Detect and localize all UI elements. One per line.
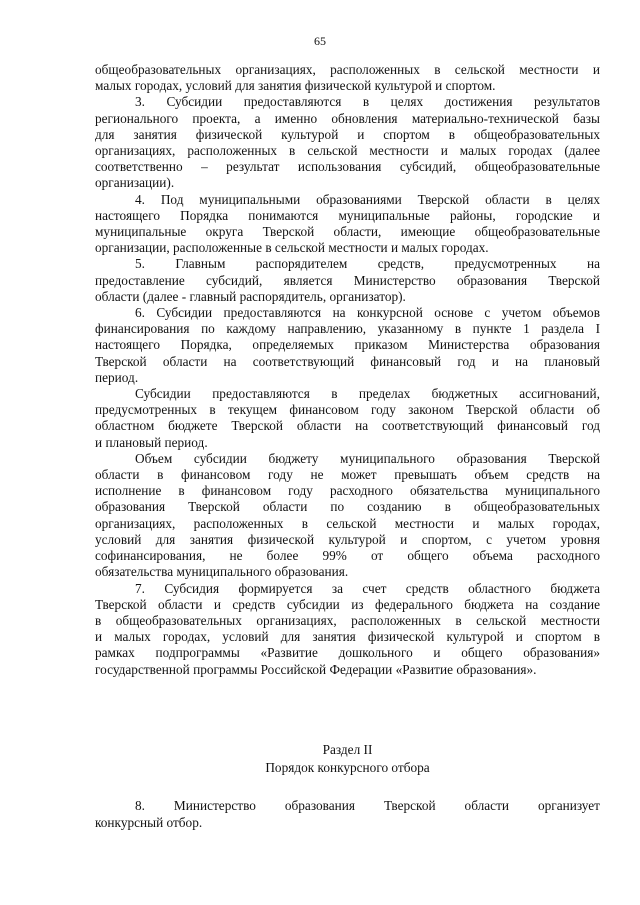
paragraph-line: образования Тверской области по созданию в общеобразовательных	[95, 499, 600, 515]
page-number: 65	[314, 34, 326, 48]
paragraph-line: софинансирования, не более 99% от общего объема расходного	[95, 548, 600, 564]
paragraph-line: 6. Субсидии предоставляются на конкурсной основе с учетом объемов	[135, 305, 600, 321]
paragraph-8	[95, 797, 600, 831]
paragraph-line: 7. Субсидия формируется за счет средств областного бюджета	[135, 580, 600, 596]
paragraph-line: исполнение в финансовом году расходного обязательства муниципального	[95, 483, 600, 499]
paragraph-line: для занятия физической культурой и спортом в общеобразовательных	[95, 126, 600, 142]
paragraph-line: области в финансовом году не может превышать объем средств на	[95, 467, 600, 483]
paragraph-p6b	[95, 386, 600, 451]
paragraph-line: общеобразовательных организациях, расположенных в сельской местности и	[95, 62, 600, 77]
paragraph-p6	[95, 305, 600, 386]
paragraph-p3	[95, 94, 600, 191]
paragraph-line: соответственно – результат использования субсидий, общеобразовательные	[95, 159, 600, 175]
paragraph-line: Тверской области и средств субсидии из федерального бюджета на создание	[95, 596, 600, 612]
paragraph-line: обязательства муниципального образования.	[95, 564, 349, 580]
paragraph-line: 3. Субсидии предоставляются в целях достижения результатов	[135, 94, 600, 110]
paragraph-p0	[95, 62, 600, 94]
paragraph-line: настоящего Порядка понимаются муниципальные районы, городские и	[95, 207, 600, 223]
paragraph-line: малых городах, условий для занятия физической культурой и спортом.	[95, 78, 496, 94]
paragraph-line: Тверской области на соответствующий финансовый год и на плановый	[95, 353, 600, 369]
paragraph-line: муниципальные округа Тверской области, имеющие общеобразовательные	[95, 224, 600, 240]
paragraph-line: период.	[95, 369, 139, 385]
paragraph-line: организации, расположенные в сельской местности и малых городах.	[95, 240, 489, 256]
paragraph-line: финансирования по каждому направлению, указанному в пункте 1 раздела I	[95, 321, 600, 337]
paragraph-line: Субсидии предоставляются в пределах бюджетных ассигнований,	[135, 386, 600, 402]
paragraph-line: условий для занятия физической культурой и спортом, с учетом уровня	[95, 531, 600, 547]
section-heading	[95, 741, 600, 777]
paragraph-line: Объем субсидии бюджету муниципального образования Тверской	[135, 450, 600, 466]
paragraph-line: организациях, расположенных в сельской местности и малых городах,	[95, 515, 600, 531]
paragraph-line: областном бюджете Тверской области на соответствующий финансовый год	[95, 418, 600, 434]
paragraph-line: настоящего Порядка, определяемых приказом Министерства образования	[95, 337, 600, 353]
paragraph-line: организациях, расположенных в сельской местности и малых городах (далее	[95, 143, 600, 159]
paragraph-line: 8. Министерство образования Тверской области организует	[135, 798, 600, 813]
paragraph-p6c	[95, 451, 600, 581]
paragraph-line: и малых городах, условий для занятия физической культурой и спортом в	[95, 629, 600, 645]
document-body	[95, 62, 600, 678]
paragraph-line: регионального проекта, а именно обновления материально-технической базы	[95, 110, 600, 126]
paragraph-p5	[95, 256, 600, 305]
paragraph-line: конкурсный отбор.	[95, 815, 203, 830]
paragraph-line: организации).	[95, 175, 175, 191]
paragraph-line: в общеобразовательных организациях, расположенных в сельской местности	[95, 612, 600, 628]
paragraph-line: государственной программы Российской Федерации «Развитие образования».	[95, 661, 537, 677]
paragraph-line: и плановый период.	[95, 434, 208, 450]
paragraph-line: 5. Главным распорядителем средств, предусмотренных на	[135, 256, 600, 272]
paragraph-line: предусмотренных в текущем финансовом году законом Тверской области об	[95, 402, 600, 418]
paragraph-line: области (далее - главный распорядитель, организатор).	[95, 288, 406, 304]
paragraph-p7	[95, 581, 600, 678]
paragraph-p4	[95, 192, 600, 257]
paragraph-line: предоставление субсидий, является Министерство образования Тверской	[95, 272, 600, 288]
section-subtitle: Порядок конкурсного отбора	[265, 760, 430, 775]
paragraph-line: 4. Под муниципальными образованиями Тверской области в целях	[135, 191, 600, 207]
paragraph-line: рамках подпрограммы «Развитие дошкольного и общего образования»	[95, 645, 600, 661]
section-title: Раздел II	[322, 742, 373, 757]
